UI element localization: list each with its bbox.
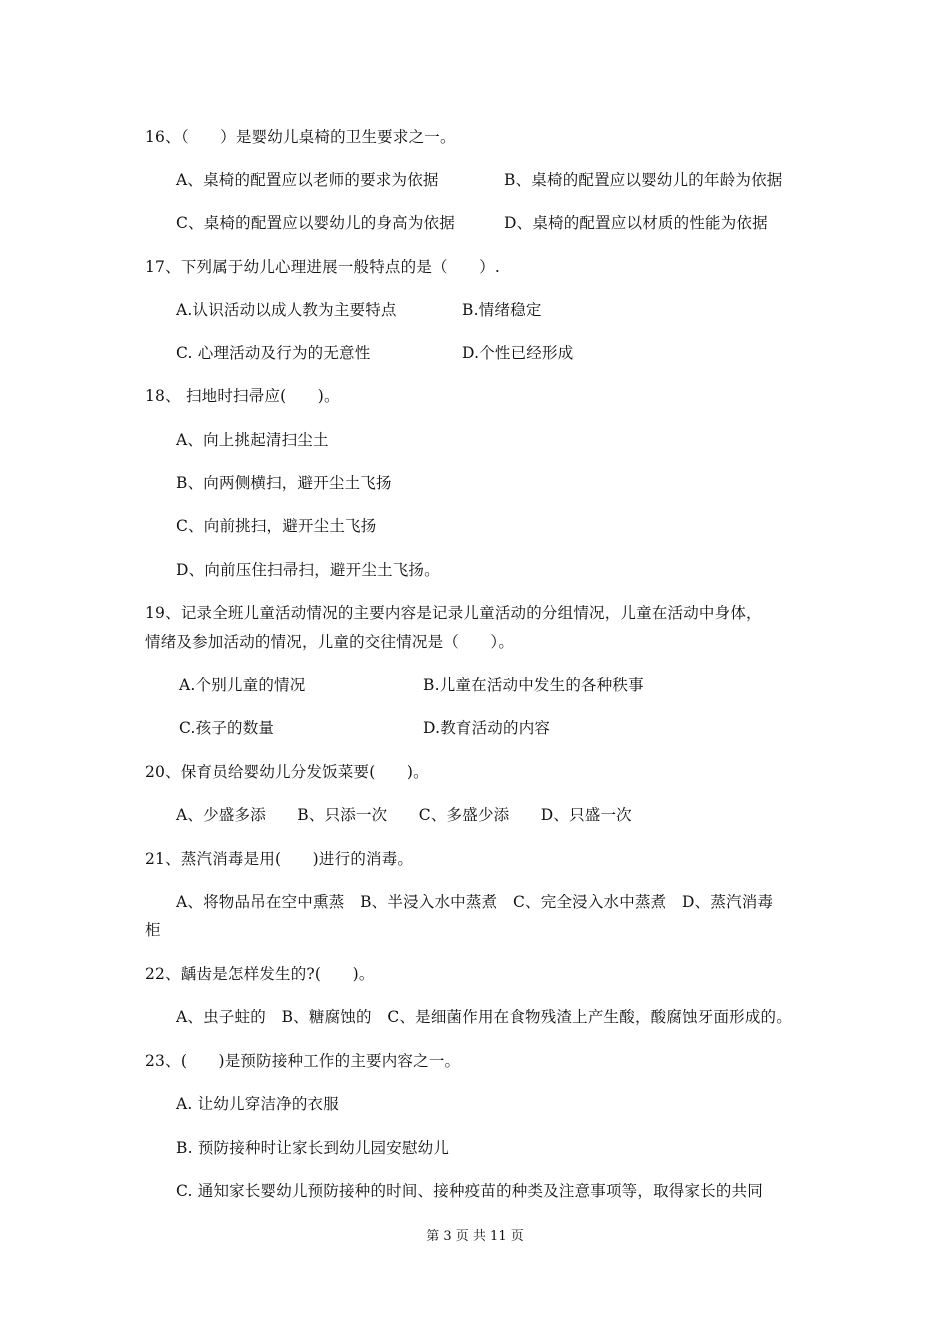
question-21-options-line-1: A、将物品吊在空中熏蒸 B、半浸入水中蒸煮 C、完全浸入水中蒸煮 D、蒸汽消毒 [176, 893, 774, 911]
question-16-option-c: C、桌椅的配置应以婴幼儿的身高为依据 [176, 214, 455, 232]
question-22-stem: 22、龋齿是怎样发生的?( )。 [145, 965, 375, 983]
question-20-stem: 20、保育员给婴幼儿分发饭菜要( )。 [145, 763, 429, 781]
question-18-option-c: C、向前挑扫，避开尘土飞扬 [176, 517, 377, 535]
question-23-option-b: B. 预防接种时让家长到幼儿园安慰幼儿 [176, 1139, 450, 1157]
question-16-option-b: B、桌椅的配置应以婴幼儿的年龄为依据 [504, 171, 783, 189]
page-number-footer: 第 3 页 共 11 页 [426, 1229, 524, 1244]
question-19-option-a: A.个别儿童的情况 [179, 676, 306, 694]
question-16-option-d: D、桌椅的配置应以材质的性能为依据 [504, 214, 768, 232]
question-18-stem: 18、 扫地时扫帚应( )。 [145, 387, 340, 405]
question-19-stem-line-1: 19、记录全班儿童活动情况的主要内容是记录儿童活动的分组情况，儿童在活动中身体， [145, 604, 762, 622]
question-21-stem: 21、蒸汽消毒是用( )进行的消毒。 [145, 850, 414, 868]
question-18-option-a: A、向上挑起清扫尘土 [176, 431, 329, 449]
question-19-option-c: C.孩子的数量 [179, 719, 275, 737]
question-17-stem: 17、下列属于幼儿心理进展一般特点的是（ ）. [145, 258, 500, 276]
question-21-options-line-2: 柜 [145, 921, 161, 939]
question-23-option-a: A. 让幼儿穿洁净的衣服 [176, 1095, 339, 1113]
question-17-option-a: A.认识活动以成人教为主要特点 [176, 301, 397, 319]
question-23-stem: 23、( )是预防接种工作的主要内容之一。 [145, 1052, 461, 1070]
question-23-option-c: C. 通知家长婴幼儿预防接种的时间、接种疫苗的种类及注意事项等，取得家长的共同 [176, 1182, 763, 1200]
question-17-option-c: C. 心理活动及行为的无意性 [176, 344, 371, 362]
question-17-option-d: D.个性已经形成 [462, 344, 574, 362]
question-19-option-b: B.儿童在活动中发生的各种秩事 [423, 676, 644, 694]
question-19-stem-line-2: 情绪及参加活动的情况，儿童的交往情况是（ ）。 [145, 633, 515, 651]
question-22-options: A、虫子蛀的 B、糖腐蚀的 C、是细菌作用在食物残渣上产生酸，酸腐蚀牙面形成的。 [176, 1008, 792, 1026]
question-16-stem: 16、（ ）是婴幼儿桌椅的卫生要求之一。 [145, 128, 456, 146]
question-20-options: A、少盛多添 B、只添一次 C、多盛少添 D、只盛一次 [176, 806, 632, 824]
question-16-option-a: A、桌椅的配置应以老师的要求为依据 [176, 171, 439, 189]
question-18-option-b: B、向两侧横扫，避开尘土飞扬 [176, 474, 392, 492]
question-17-option-b: B.情绪稳定 [462, 301, 542, 319]
question-18-option-d: D、向前压住扫帚扫，避开尘土飞扬。 [176, 561, 440, 579]
question-19-option-d: D.教育活动的内容 [423, 719, 551, 737]
